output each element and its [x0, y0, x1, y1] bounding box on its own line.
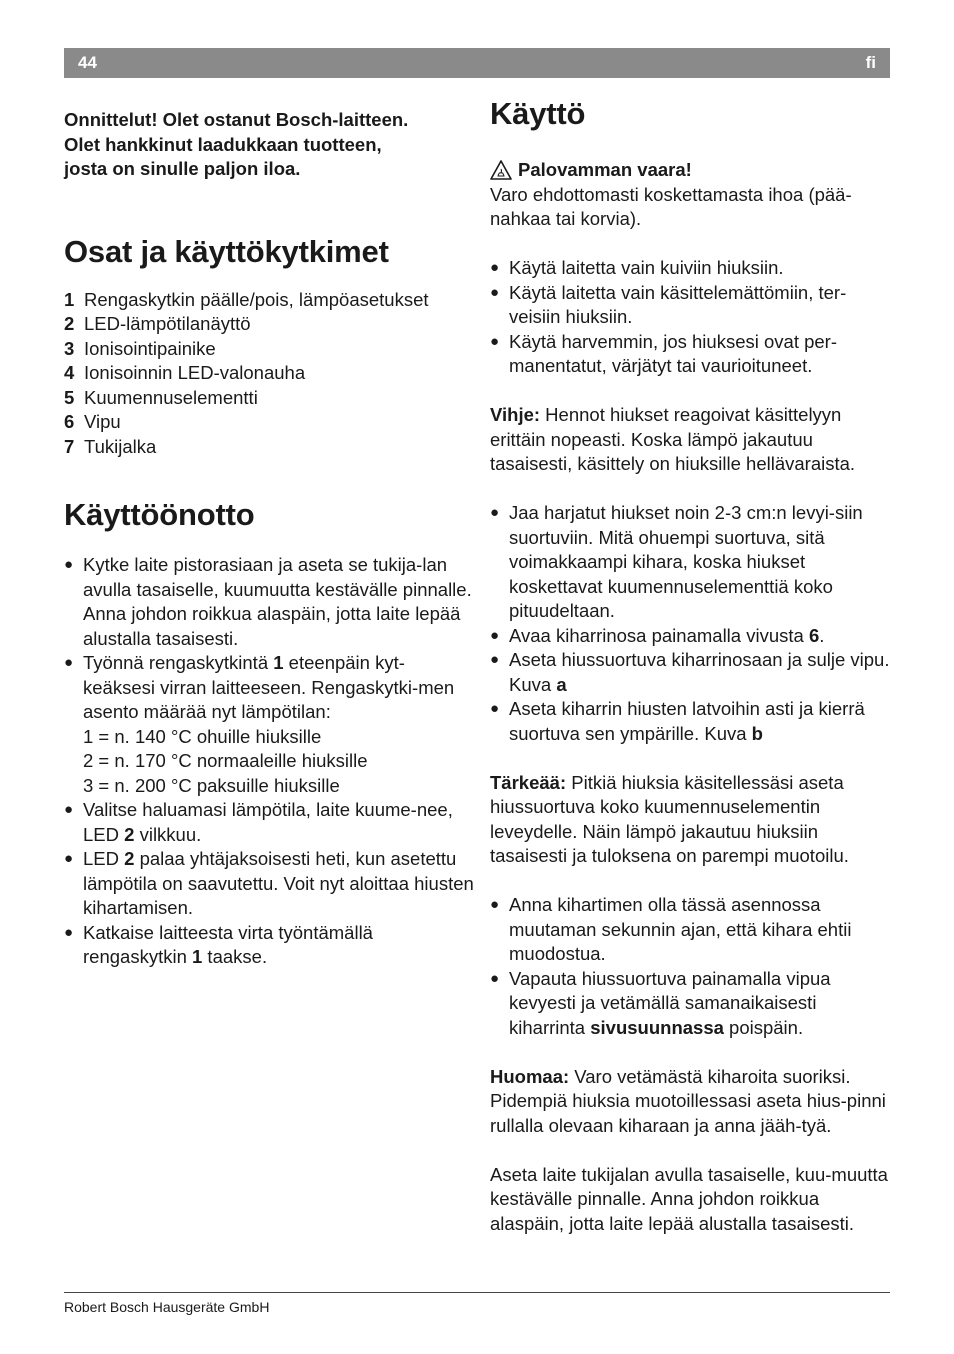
list-item — [64, 651, 474, 798]
intro-line: josta on sinulle paljon iloa. — [64, 158, 301, 179]
bullet-text: vilkkuu. — [134, 823, 202, 845]
list-item — [64, 798, 474, 847]
warning-title-text: Palovamman vaara! — [518, 159, 692, 180]
part-number: 5 — [64, 386, 75, 408]
bullet-text: Jaa harjatut hiukset noin 2-3 cm:n levyi-siin suortuviin. Mitä ohuempi suortuva, sitä voimakkaampi kihara, koska hiukset koskettavat kuumennuselementtiä koko pituudeltaan. — [509, 502, 863, 621]
part-label: Tukijalka — [84, 435, 157, 457]
ref-number: 1 — [192, 946, 203, 967]
use-list-a — [490, 256, 890, 379]
ref-number: 1 — [273, 652, 284, 673]
bullet-text: Katkaise laitteesta virta työntämällä rengaskytkin — [83, 921, 373, 967]
list-item — [64, 361, 474, 386]
part-number: 7 — [64, 435, 75, 457]
part-label: Ionisoinnin LED-valonauha — [84, 362, 306, 383]
list-item — [64, 386, 474, 411]
use-heading: Käyttö — [490, 96, 586, 131]
final-paragraph: Aseta laite tukijalan avulla tasaiselle, kuu-muutta kestävälle pinnalle. Anna johdon roikkua alaspäin, jotta laite lepää alustalla tasaisesti. — [490, 1163, 888, 1234]
part-label: Rengaskytkin päälle/pois, lämpöasetukset — [84, 288, 429, 310]
bullet-text: . — [819, 624, 825, 646]
list-item: ● Käytä laitetta vain käsittelemättömiin, ter-veisiin hiuksiin. — [490, 281, 890, 330]
list-item — [64, 312, 474, 337]
list-item — [490, 967, 890, 1041]
bullet-text: Vapauta hiussuortuva painamalla vipua kevyesti ja vetämällä samanaikaisesti kiharrinta — [509, 967, 831, 1038]
part-label: Ionisointipainike — [84, 337, 216, 359]
part-label: LED-lämpötilanäyttö — [84, 313, 251, 334]
intro-line: Olet hankkinut laadukkaan tuotteen, — [64, 133, 382, 155]
bullet-text: LED — [83, 848, 125, 869]
list-item: ● Käytä laitetta vain kuiviin hiuksiin. — [490, 256, 890, 281]
part-label: Vipu — [84, 411, 121, 432]
list-item — [64, 435, 474, 460]
right-column — [490, 96, 890, 1236]
list-item — [490, 648, 890, 697]
setup-list — [64, 553, 474, 970]
page-number: 44 — [78, 53, 97, 72]
setup-heading: Käyttöönotto — [64, 497, 255, 532]
list-item — [490, 624, 890, 649]
important-text: Pitkiä hiuksia käsitellessäsi aseta hiussuortuva koko kuumennuselementin leveydelle. Näin lämpö jakautuu hiuksiin tasaisesti ja tuloksena on parempi muotoilu. — [490, 771, 849, 866]
tip-paragraph — [490, 403, 890, 477]
bullet-text: palaa yhtäjaksoisesti heti, kun asetettu lämpötila on saavutettu. Voit nyt aloittaa hiusten kihartamisen. — [83, 848, 474, 918]
use-list-c — [490, 501, 890, 746]
figure-ref: b — [751, 722, 763, 744]
ref-number: 6 — [808, 624, 820, 646]
figure-ref: a — [556, 673, 567, 695]
language-code: fi — [865, 53, 876, 72]
tip-text: Hennot hiukset reagoivat käsittelyyn erittäin nopeasti. Koska lämpö jakautuu tasaisesti, käsittely on hiuksille hellävaraista. — [490, 404, 856, 474]
list-item — [64, 337, 474, 362]
list-item: ● Käytä harvemmin, jos hiuksesi ovat per-manentatut, värjätyt tai vaurioituneet. — [490, 330, 890, 379]
parts-heading: Osat ja käyttökytkimet — [64, 233, 389, 269]
intro-text — [64, 108, 474, 182]
intro-line: Onnittelut! Olet ostanut Bosch-laitteen. — [64, 109, 409, 130]
part-number: 3 — [64, 337, 75, 359]
bullet-text: poispäin. — [723, 1016, 804, 1038]
important-label: Tärkeää: — [490, 771, 567, 793]
bullet-text: Työnnä rengaskytkintä — [83, 652, 274, 673]
list-item — [64, 553, 474, 651]
tip-label: Vihje: — [490, 404, 541, 425]
warning-title — [490, 158, 890, 183]
list-item — [490, 501, 890, 624]
bullet-text: Anna kihartimen olla tässä asennossa muutaman sekunnin ajan, että kihara ehtii muodostua. — [509, 894, 852, 964]
bullet-text: Aseta hiussuortuva kiharrinosaan ja sulje vipu. Kuva — [509, 649, 890, 695]
temp-setting: 2 = n. 170 °C normaaleille hiuksille — [83, 750, 368, 771]
warning-text: Varo ehdottomasti koskettamasta ihoa (pää-nahkaa tai korvia). — [490, 183, 852, 229]
note-text: Varo vetämästä kiharoita suoriksi. Pidempiä hiuksia muotoillessasi aseta hius-pinni rullalla olevaan kiharaan ja anna jääh-tyä. — [490, 1065, 886, 1136]
footer-company: Robert Bosch Hausgeräte GmbH — [64, 1299, 270, 1315]
part-label: Kuumennuselementti — [84, 386, 258, 408]
temp-setting: 3 = n. 200 °C paksuille hiuksille — [83, 774, 340, 796]
bold-term: sivusuunnassa — [590, 1016, 724, 1038]
ref-number: 2 — [124, 823, 135, 845]
bullet-text: Valitse haluamasi lämpötila, laite kuume-nee, LED — [83, 799, 453, 845]
important-paragraph — [490, 771, 890, 869]
bullet-text: Aseta kiharrin hiusten latvoihin asti ja kierrä suortuva sen ympärille. Kuva — [509, 698, 865, 744]
bullet-text: eteenpäin kyt-keäksesi virran laitteeseen. Rengaskytki-men asento määrää nyt lämpötilan: — [83, 652, 455, 722]
left-column — [64, 108, 474, 970]
list-item — [64, 921, 474, 970]
list-item — [490, 893, 890, 967]
list-item — [64, 847, 474, 921]
part-number: 2 — [64, 313, 75, 334]
use-list-d — [490, 893, 890, 1040]
list-item — [490, 697, 890, 746]
page-header-bar — [64, 48, 890, 78]
footer-divider — [64, 1292, 890, 1293]
part-number: 4 — [64, 362, 75, 383]
note-paragraph — [490, 1065, 890, 1139]
bullet-text: Avaa kiharrinosa painamalla vivusta — [509, 624, 809, 646]
list-item — [64, 410, 474, 435]
bullet-text: Kytke laite pistorasiaan ja aseta se tukija-lan avulla tasaiselle, kuumuutta kestävälle pinnalle. Anna johdon roikkua alaspäin, jotta laite lepää alustalla tasaisesti. — [83, 554, 472, 649]
ref-number: 2 — [124, 848, 135, 869]
bullet-text: taakse. — [202, 946, 268, 967]
list-item — [64, 288, 474, 313]
part-number: 6 — [64, 411, 75, 432]
parts-list — [64, 288, 474, 460]
note-label: Huomaa: — [490, 1065, 570, 1087]
part-number: 1 — [64, 288, 75, 310]
temp-setting: 1 = n. 140 °C ohuille hiuksille — [83, 725, 322, 747]
warning-triangle-icon — [490, 160, 512, 180]
